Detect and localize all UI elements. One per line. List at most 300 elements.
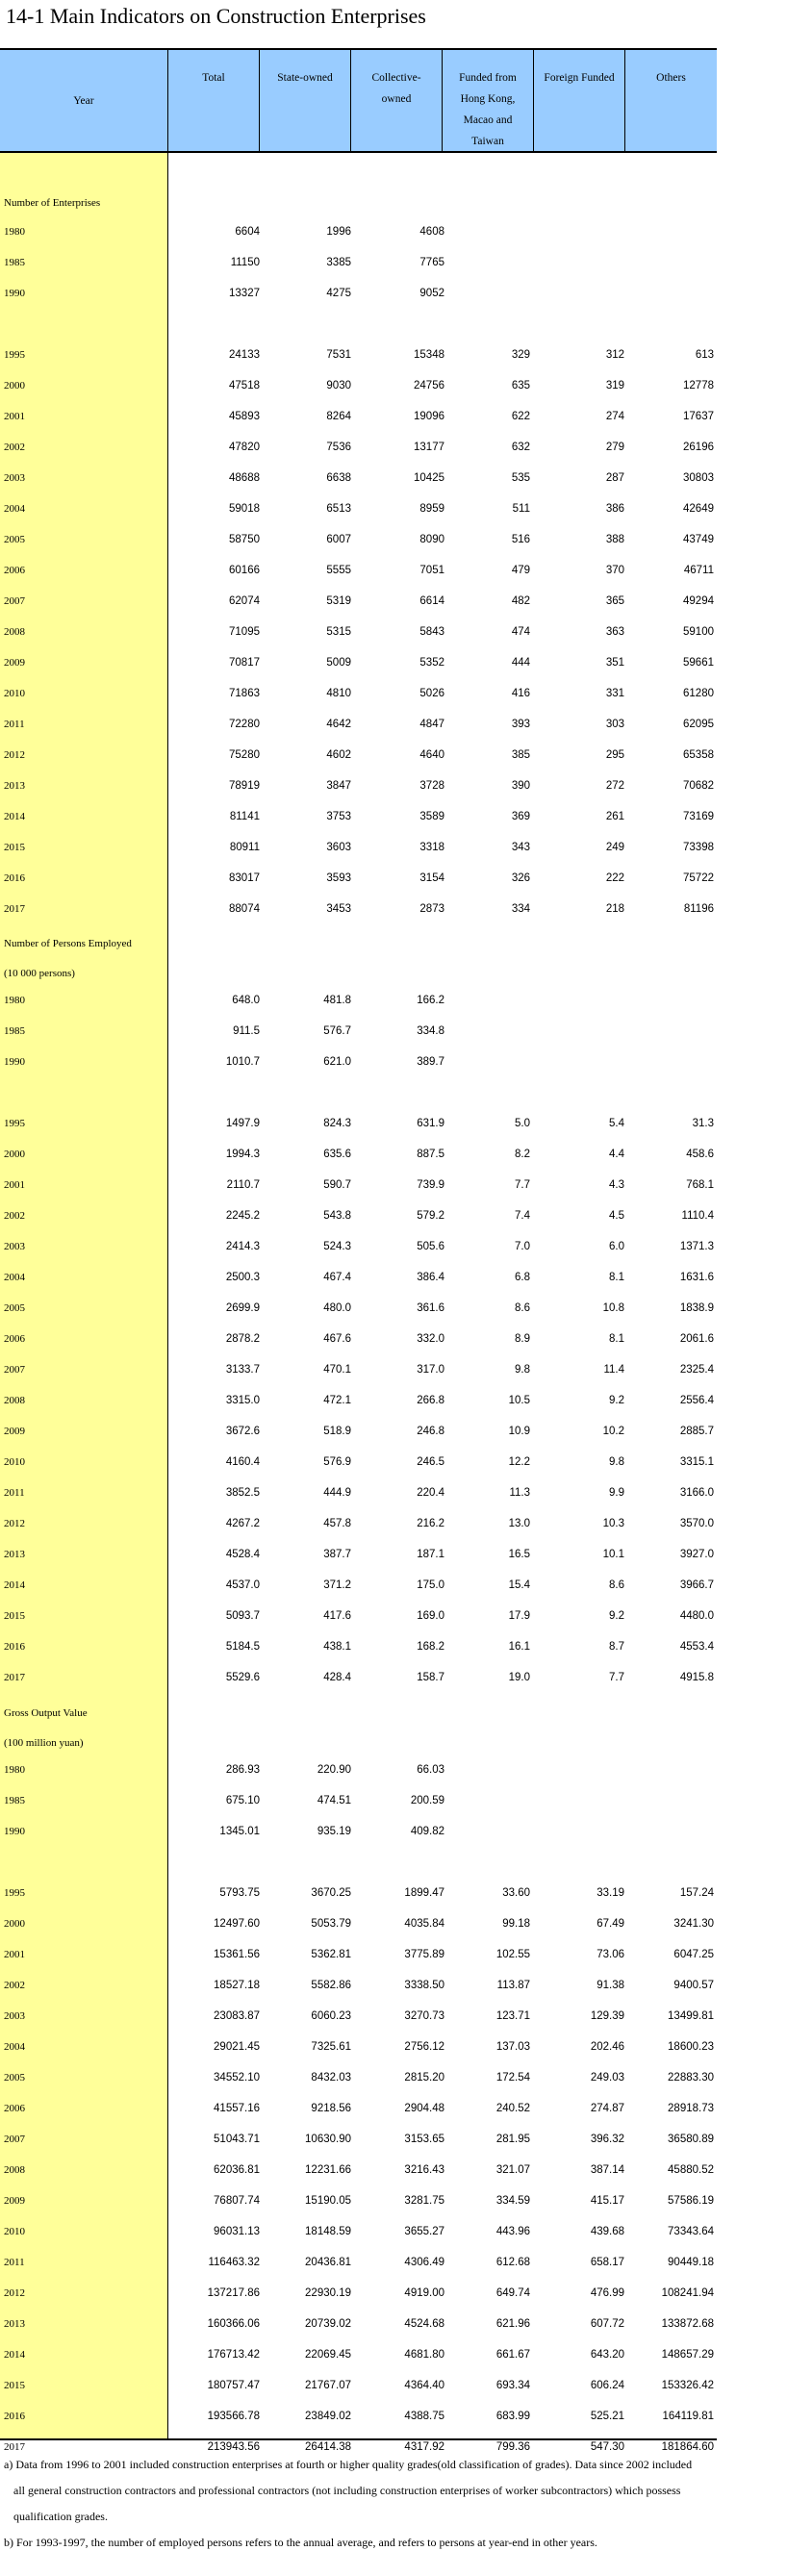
- table-cell: 3775.89: [404, 1949, 444, 1960]
- table-cell: 102.55: [495, 1949, 530, 1960]
- table-cell: 444.9: [323, 1487, 351, 1499]
- table-cell: 387.14: [590, 2164, 624, 2176]
- table-row: [0, 494, 717, 525]
- table-cell: 1838.9: [679, 1302, 714, 1314]
- row-year: 2008: [4, 626, 25, 638]
- table-cell: 635.6: [323, 1149, 351, 1160]
- table-cell: 579.2: [417, 1210, 444, 1222]
- table-cell: 6513: [326, 503, 351, 515]
- row-year: 2000: [4, 1149, 25, 1160]
- table-cell: 281.95: [495, 2134, 530, 2145]
- table-cell: 1899.47: [404, 1887, 444, 1899]
- table-cell: 59661: [683, 657, 714, 669]
- table-cell: 70682: [683, 780, 714, 792]
- table-row: [0, 679, 717, 710]
- table-cell: 9030: [326, 380, 351, 391]
- row-year: 2004: [4, 503, 25, 515]
- table-cell: 26414.38: [305, 2441, 351, 2453]
- table-cell: 9.9: [609, 1487, 624, 1499]
- table-cell: 3670.25: [311, 1887, 351, 1899]
- table-cell: 148657.29: [661, 2349, 714, 2361]
- table-cell: 8.7: [609, 1641, 624, 1653]
- table-cell: 4602: [326, 749, 351, 761]
- row-year: 1995: [4, 1887, 25, 1899]
- row-year: 2015: [4, 2380, 25, 2391]
- table-cell: 67.49: [597, 1918, 624, 1930]
- table-cell: 13.0: [508, 1518, 530, 1529]
- table-cell: 9.2: [609, 1610, 624, 1622]
- table-cell: 3154: [419, 872, 444, 884]
- table-cell: 393: [511, 719, 530, 730]
- table-cell: 4537.0: [225, 1579, 260, 1591]
- table-row: [0, 833, 717, 864]
- row-year: 2000: [4, 380, 25, 391]
- row-year: 2007: [4, 2134, 25, 2145]
- table-cell: 6614: [419, 595, 444, 607]
- table-cell: 261: [605, 811, 624, 822]
- table-cell: 2110.7: [226, 1179, 260, 1191]
- table-cell: 49294: [683, 595, 714, 607]
- table-row: [0, 1909, 717, 1940]
- table-cell: 3315.1: [679, 1456, 714, 1468]
- row-year: 2010: [4, 2226, 25, 2237]
- table-cell: 3385: [326, 257, 351, 268]
- row-year: 2014: [4, 1579, 25, 1591]
- row-year: 1985: [4, 1795, 25, 1806]
- table-cell: 417.6: [323, 1610, 351, 1622]
- row-year: 2002: [4, 442, 25, 453]
- table-cell: 9400.57: [673, 1980, 714, 1991]
- table-row: [0, 2310, 717, 2340]
- table-cell: 303: [605, 719, 624, 730]
- row-year: 1995: [4, 1118, 25, 1129]
- table-cell: 3315.0: [225, 1395, 260, 1406]
- table-cell: 274: [605, 411, 624, 422]
- table-cell: 389.7: [417, 1056, 444, 1068]
- table-cell: 8.1: [609, 1333, 624, 1345]
- table-cell: 470.1: [323, 1364, 351, 1376]
- table-cell: 4528.4: [225, 1549, 260, 1560]
- header-others: Others: [656, 72, 686, 84]
- table-cell: 17637: [683, 411, 714, 422]
- table-cell: 2904.48: [404, 2103, 444, 2114]
- table-cell: 332.0: [417, 1333, 444, 1345]
- header-state-owned: State-owned: [277, 72, 333, 84]
- table-row: [0, 587, 717, 618]
- table-row: [0, 2340, 717, 2371]
- table-cell: 768.1: [686, 1179, 714, 1191]
- footnote-a-line-3: qualification grades.: [13, 2510, 108, 2523]
- table-row: [0, 986, 717, 1017]
- table-cell: 887.5: [417, 1149, 444, 1160]
- table-row: [0, 1201, 717, 1232]
- table-cell: 99.18: [502, 1918, 530, 1930]
- table-cell: 1497.9: [225, 1118, 260, 1129]
- row-year: 2006: [4, 565, 25, 576]
- table-cell: 11.3: [509, 1487, 530, 1499]
- table-cell: 4317.92: [404, 2441, 444, 2453]
- table-cell: 935.19: [317, 1826, 351, 1837]
- table-cell: 160366.06: [207, 2318, 260, 2330]
- table-cell: 4035.84: [404, 1918, 444, 1930]
- row-year: 2013: [4, 2318, 25, 2330]
- table-cell: 9.8: [609, 1456, 624, 1468]
- table-cell: 4480.0: [679, 1610, 714, 1622]
- table-cell: 15348: [414, 349, 444, 361]
- table-cell: 525.21: [590, 2411, 624, 2422]
- table-cell: 675.10: [225, 1795, 260, 1806]
- table-cell: 5352: [419, 657, 444, 669]
- table-cell: 590.7: [323, 1179, 351, 1191]
- footnote-a-line-1: a) Data from 1996 to 2001 included construction enterprises at fourth or higher quality grades(old classification of grades). Data since 2002 included: [4, 2458, 693, 2471]
- table-cell: 169.0: [417, 1610, 444, 1622]
- table-cell: 12.2: [508, 1456, 530, 1468]
- table-cell: 505.6: [417, 1241, 444, 1252]
- table-cell: 387.7: [323, 1549, 351, 1560]
- header-hk-macao-taiwan: Funded from Hong Kong, Macao and Taiwan: [459, 72, 517, 147]
- table-row: [0, 217, 717, 248]
- row-year: 2006: [4, 2103, 25, 2114]
- row-year: 2009: [4, 2195, 25, 2207]
- table-cell: 3927.0: [679, 1549, 714, 1560]
- table-cell: 10.2: [602, 1426, 624, 1437]
- table-cell: 4388.75: [404, 2411, 444, 2422]
- table-cell: 7765: [419, 257, 444, 268]
- table-cell: 9.8: [515, 1364, 530, 1376]
- table-cell: 4160.4: [225, 1456, 260, 1468]
- table-cell: 6047.25: [673, 1949, 714, 1960]
- header-collective-owned: Collective-owned: [371, 72, 421, 105]
- table-cell: 73.06: [597, 1949, 624, 1960]
- table-cell: 73398: [683, 842, 714, 853]
- section-label: Number of Persons Employed: [4, 938, 132, 949]
- table-cell: 370: [605, 565, 624, 576]
- row-year: 2006: [4, 1333, 25, 1345]
- table-cell: 22069.45: [305, 2349, 351, 2361]
- table-cell: 158.7: [417, 1672, 444, 1683]
- table-cell: 4364.40: [404, 2380, 444, 2391]
- row-year: 2017: [4, 2441, 25, 2453]
- table-cell: 66.03: [417, 1764, 444, 1776]
- table-cell: 4267.2: [225, 1518, 260, 1529]
- table-cell: 351: [605, 657, 624, 669]
- table-cell: 116463.32: [208, 2257, 260, 2268]
- table-cell: 474: [511, 626, 530, 638]
- table-cell: 168.2: [417, 1641, 444, 1653]
- table-row: [0, 618, 717, 648]
- table-cell: 20739.02: [305, 2318, 351, 2330]
- row-year: 2016: [4, 2411, 25, 2422]
- table-cell: 43749: [683, 534, 714, 545]
- row-year: 2001: [4, 411, 25, 422]
- row-year: 2017: [4, 903, 25, 915]
- table-cell: 81141: [229, 811, 260, 822]
- table-cell: 4553.4: [679, 1641, 714, 1653]
- table-cell: 8.6: [609, 1579, 624, 1591]
- table-cell: 18600.23: [668, 2041, 714, 2053]
- table-cell: 1996: [326, 226, 351, 238]
- row-year: 1980: [4, 1764, 25, 1776]
- table-row: [0, 802, 717, 833]
- table-cell: 164119.81: [662, 2411, 714, 2422]
- table-cell: 5555: [326, 565, 351, 576]
- row-year: 2004: [4, 1272, 25, 1283]
- table-cell: 287: [605, 472, 624, 484]
- row-year: 2013: [4, 1549, 25, 1560]
- table-cell: 5315: [326, 626, 351, 638]
- table-cell: 30803: [683, 472, 714, 484]
- table-cell: 286.93: [225, 1764, 260, 1776]
- table-row: [0, 741, 717, 771]
- row-year: 2002: [4, 1980, 25, 1991]
- table-row: [0, 2248, 717, 2279]
- table-cell: 516: [511, 534, 530, 545]
- table-cell: 24133: [229, 349, 260, 361]
- table-cell: 386: [605, 503, 624, 515]
- table-cell: 312: [605, 349, 624, 361]
- table-cell: 649.74: [495, 2287, 530, 2299]
- row-year: 2003: [4, 472, 25, 484]
- table-cell: 8959: [419, 503, 444, 515]
- table-cell: 71863: [229, 688, 260, 699]
- table-cell: 799.36: [495, 2441, 530, 2453]
- table-cell: 4608: [419, 226, 444, 238]
- table-row: [0, 1294, 717, 1325]
- table-row: [0, 864, 717, 895]
- table-cell: 390: [511, 780, 530, 792]
- table-cell: 658.17: [590, 2257, 624, 2268]
- table-cell: 216.2: [417, 1518, 444, 1529]
- table-cell: 13499.81: [668, 2010, 714, 2022]
- table-row: [0, 895, 717, 925]
- table-cell: 386.4: [417, 1272, 444, 1283]
- table-cell: 26196: [683, 442, 714, 453]
- table-cell: 13327: [229, 288, 260, 299]
- footnote-b: b) For 1993-1997, the number of employed persons refers to the annual average, and refers to persons at year-end in other years.: [4, 2536, 597, 2549]
- table-cell: 22883.30: [668, 2072, 714, 2084]
- table-cell: 73343.64: [668, 2226, 714, 2237]
- table-cell: 428.4: [323, 1672, 351, 1683]
- table-cell: 46711: [683, 565, 714, 576]
- table-cell: 61280: [683, 688, 714, 699]
- footnote-a-line-2: all general construction contractors and professional contractors (not including construction enterprises of worker subcontractors) which possess: [13, 2484, 681, 2497]
- table-row: [0, 1017, 717, 1048]
- table-cell: 661.67: [495, 2349, 530, 2361]
- table-cell: 176713.42: [207, 2349, 260, 2361]
- table-cell: 75722: [683, 872, 714, 884]
- table-cell: 36580.89: [668, 2134, 714, 2145]
- table-cell: 1631.6: [679, 1272, 714, 1283]
- table-cell: 334: [511, 903, 530, 915]
- table-cell: 108241.94: [661, 2287, 714, 2299]
- table-cell: 4.3: [609, 1179, 624, 1191]
- table-cell: 48688: [229, 472, 260, 484]
- table-row: [0, 2156, 717, 2186]
- table-cell: 7536: [326, 442, 351, 453]
- table-cell: 3216.43: [404, 2164, 444, 2176]
- table-cell: 153326.42: [661, 2380, 714, 2391]
- row-year: 2008: [4, 1395, 25, 1406]
- table-cell: 576.7: [323, 1025, 351, 1037]
- table-row: [0, 371, 717, 402]
- table-cell: 7.7: [609, 1672, 624, 1683]
- table-row: [0, 1602, 717, 1632]
- row-year: 2003: [4, 2010, 25, 2022]
- table-cell: 157.24: [679, 1887, 714, 1899]
- table-cell: 2325.4: [679, 1364, 714, 1376]
- table-cell: 371.2: [323, 1579, 351, 1591]
- table-cell: 3166.0: [679, 1487, 714, 1499]
- row-year: 2005: [4, 534, 25, 545]
- table-cell: 474.51: [317, 1795, 351, 1806]
- table-cell: 3241.30: [673, 1918, 714, 1930]
- table-cell: 12497.60: [214, 1918, 260, 1930]
- table-cell: 1371.3: [679, 1241, 714, 1252]
- table-cell: 2873: [419, 903, 444, 915]
- table-cell: 28918.73: [668, 2103, 714, 2114]
- table-cell: 137217.86: [207, 2287, 260, 2299]
- table-row: [0, 2033, 717, 2063]
- table-cell: 75280: [229, 749, 260, 761]
- table-cell: 8432.03: [311, 2072, 351, 2084]
- table-cell: 4919.00: [404, 2287, 444, 2299]
- table-cell: 249.03: [590, 2072, 624, 2084]
- table-cell: 80911: [229, 842, 260, 853]
- table-cell: 547.30: [590, 2441, 624, 2453]
- table-cell: 369: [511, 811, 530, 822]
- table-cell: 518.9: [323, 1426, 351, 1437]
- table-cell: 621.96: [495, 2318, 530, 2330]
- table-cell: 4306.49: [404, 2257, 444, 2268]
- table-cell: 12231.66: [305, 2164, 351, 2176]
- header-year: Year: [73, 95, 94, 107]
- table-row: [0, 1386, 717, 1417]
- table-cell: 113.87: [496, 1980, 530, 1991]
- table-cell: 16.1: [508, 1641, 530, 1653]
- table-cell: 621.0: [323, 1056, 351, 1068]
- table-cell: 5843: [419, 626, 444, 638]
- table-cell: 62036.81: [214, 2164, 260, 2176]
- table-cell: 396.32: [590, 2134, 624, 2145]
- table-cell: 3728: [419, 780, 444, 792]
- table-cell: 123.71: [495, 2010, 530, 2022]
- table-row: [0, 1632, 717, 1663]
- table-row: [0, 433, 717, 464]
- table-cell: 331: [605, 688, 624, 699]
- table-cell: 187.1: [417, 1549, 444, 1560]
- table-cell: 91.38: [597, 1980, 624, 1991]
- table-cell: 15361.56: [214, 1949, 260, 1960]
- table-cell: 444: [511, 657, 530, 669]
- table-cell: 3593: [326, 872, 351, 884]
- table-cell: 222: [605, 872, 624, 884]
- table-cell: 78919: [229, 780, 260, 792]
- table-cell: 33.19: [597, 1887, 624, 1899]
- table-cell: 58750: [229, 534, 260, 545]
- table-row: [0, 2186, 717, 2217]
- table-cell: 10.3: [602, 1518, 624, 1529]
- table-cell: 524.3: [323, 1241, 351, 1252]
- section-label: Number of Enterprises: [4, 197, 101, 209]
- table-row: [0, 2063, 717, 2094]
- table-cell: 129.39: [590, 2010, 624, 2022]
- row-year: 2001: [4, 1179, 25, 1191]
- table-cell: 20436.81: [305, 2257, 351, 2268]
- table-cell: 15190.05: [305, 2195, 351, 2207]
- table-row: [0, 1171, 717, 1201]
- table-cell: 321.07: [495, 2164, 530, 2176]
- table-cell: 202.46: [590, 2041, 624, 2053]
- table-row: [0, 1478, 717, 1509]
- table-row: [0, 1540, 717, 1571]
- table-cell: 18527.18: [214, 1980, 260, 1991]
- table-cell: 6.0: [609, 1241, 624, 1252]
- row-year: 2007: [4, 1364, 25, 1376]
- table-cell: 3318: [419, 842, 444, 853]
- table-cell: 10.9: [508, 1426, 530, 1437]
- table-cell: 70817: [229, 657, 260, 669]
- table-cell: 4915.8: [679, 1672, 714, 1683]
- table-row: [0, 648, 717, 679]
- table-cell: 57586.19: [668, 2195, 714, 2207]
- table-cell: 622: [511, 411, 530, 422]
- table-row: [0, 556, 717, 587]
- table-cell: 4524.68: [404, 2318, 444, 2330]
- table-cell: 96031.13: [214, 2226, 260, 2237]
- table-cell: 1994.3: [225, 1149, 260, 1160]
- table-row: [0, 1879, 717, 1909]
- table-cell: 42649: [683, 503, 714, 515]
- table-cell: 363: [605, 626, 624, 638]
- table-cell: 31.3: [692, 1118, 714, 1129]
- table-cell: 175.0: [417, 1579, 444, 1591]
- table-cell: 1345.01: [219, 1826, 260, 1837]
- table-cell: 481.8: [323, 995, 351, 1006]
- table-row: [0, 2402, 717, 2433]
- table-cell: 193566.78: [207, 2411, 260, 2422]
- table-cell: 3589: [419, 811, 444, 822]
- table-cell: 438.1: [323, 1641, 351, 1653]
- table-cell: 5009: [326, 657, 351, 669]
- table-cell: 8264: [326, 411, 351, 422]
- table-row: [0, 771, 717, 802]
- table-row: [0, 1663, 717, 1694]
- row-year: 2000: [4, 1918, 25, 1930]
- table-row: [0, 1109, 717, 1140]
- table-cell: 166.2: [417, 995, 444, 1006]
- table-cell: 5529.6: [225, 1672, 260, 1683]
- section-label: Gross Output Value: [4, 1707, 88, 1719]
- table-cell: 11.4: [603, 1364, 624, 1376]
- table-cell: 246.5: [417, 1456, 444, 1468]
- table-cell: 19.0: [508, 1672, 530, 1683]
- table-row: [0, 1786, 717, 1817]
- table-cell: 385: [511, 749, 530, 761]
- table-cell: 3570.0: [679, 1518, 714, 1529]
- table-row: [0, 464, 717, 494]
- table-cell: 4681.80: [404, 2349, 444, 2361]
- section-unit: (10 000 persons): [4, 968, 75, 979]
- row-year: 2002: [4, 1210, 25, 1222]
- table-cell: 62074: [229, 595, 260, 607]
- table-cell: 7.7: [515, 1179, 530, 1191]
- table-cell: 3338.50: [404, 1980, 444, 1991]
- table-cell: 319: [605, 380, 624, 391]
- table-cell: 7.4: [515, 1210, 530, 1222]
- table-cell: 65358: [683, 749, 714, 761]
- table-cell: 2500.3: [225, 1272, 260, 1283]
- table-row: [0, 341, 717, 371]
